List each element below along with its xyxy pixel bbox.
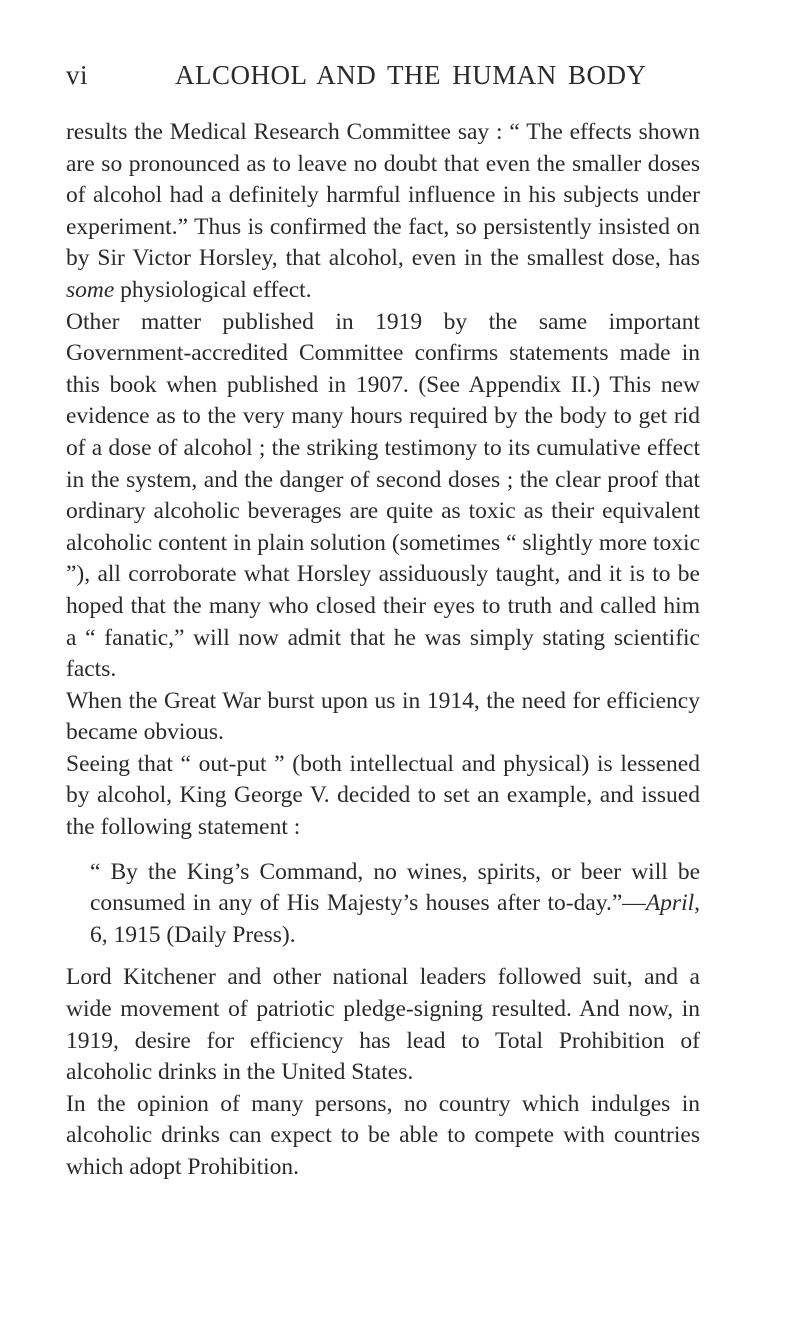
paragraph-2: Other matter published in 1919 by the same important Government-accredited Committee confirms statements made in this book when published in 1907. (See Appendix II.) This new evidence as to the very many hours required by the body to get rid of a dose of alcohol ; the striking testimony to its cumulative effect in the system, and the danger of second doses ; the clear proof that ordinary alcoholic beverages are quite as toxic as their equivalent alcoholic content in plain solution (sometimes “ slightly more toxic ”), all corroborate what Horsley assiduously taught, and it is to be hoped that the many who closed their eyes to truth and called him a “ fanatic,” will now admit that he was simply stating scientific facts. bbox=[66, 308, 700, 683]
page-header bbox=[66, 60, 686, 100]
paragraph-1-text: results the Medical Research Committee say : “ The effects shown are so pronounced as to leave no doubt that even the smaller doses of alcohol had a definitely harmful influence in his subjects under experiment.” Thus is confirmed the fact, so persistently insisted on by Sir Victor Horsley, that alcohol, even in the smallest dose, has bbox=[66, 119, 700, 272]
page-number: vi bbox=[66, 60, 89, 90]
body-text bbox=[66, 117, 700, 1184]
quote-text: “ By the King’s Command, no wines, spirits, or beer will be consumed in any of His Majesty’s houses after to-day.”— bbox=[90, 858, 700, 917]
quote-date-rest: 6, 1915 (Daily Press). bbox=[90, 921, 296, 948]
paragraph-4: Seeing that “ out-put ” (both intellectual and physical) is lessened by alcohol, King George V. decided to set an example, and issued the following statement : bbox=[66, 750, 700, 841]
paragraph-1-emphasis: some bbox=[66, 276, 115, 303]
paragraph-1 bbox=[66, 117, 700, 307]
paragraph-5: Lord Kitchener and other national leaders followed suit, and a wide movement of patriotic pledge-signing resulted. And now, in 1919, desire for efficiency has lead to Total Prohibition of alcoholic drinks in the United States. bbox=[66, 964, 700, 1086]
paragraph-1-ending: physiological effect. bbox=[114, 276, 312, 303]
king-statement-quote bbox=[66, 857, 700, 952]
paragraph-6: In the opinion of many persons, no country which indulges in alcoholic drinks can expect to be able to compete with countries which adopt Prohibition. bbox=[66, 1090, 700, 1180]
running-title: ALCOHOL AND THE HUMAN BODY bbox=[175, 60, 647, 90]
paragraph-3: When the Great War burst upon us in 1914, the need for efficiency became obvious. bbox=[66, 687, 700, 746]
quote-date-italic: April, bbox=[645, 890, 700, 917]
